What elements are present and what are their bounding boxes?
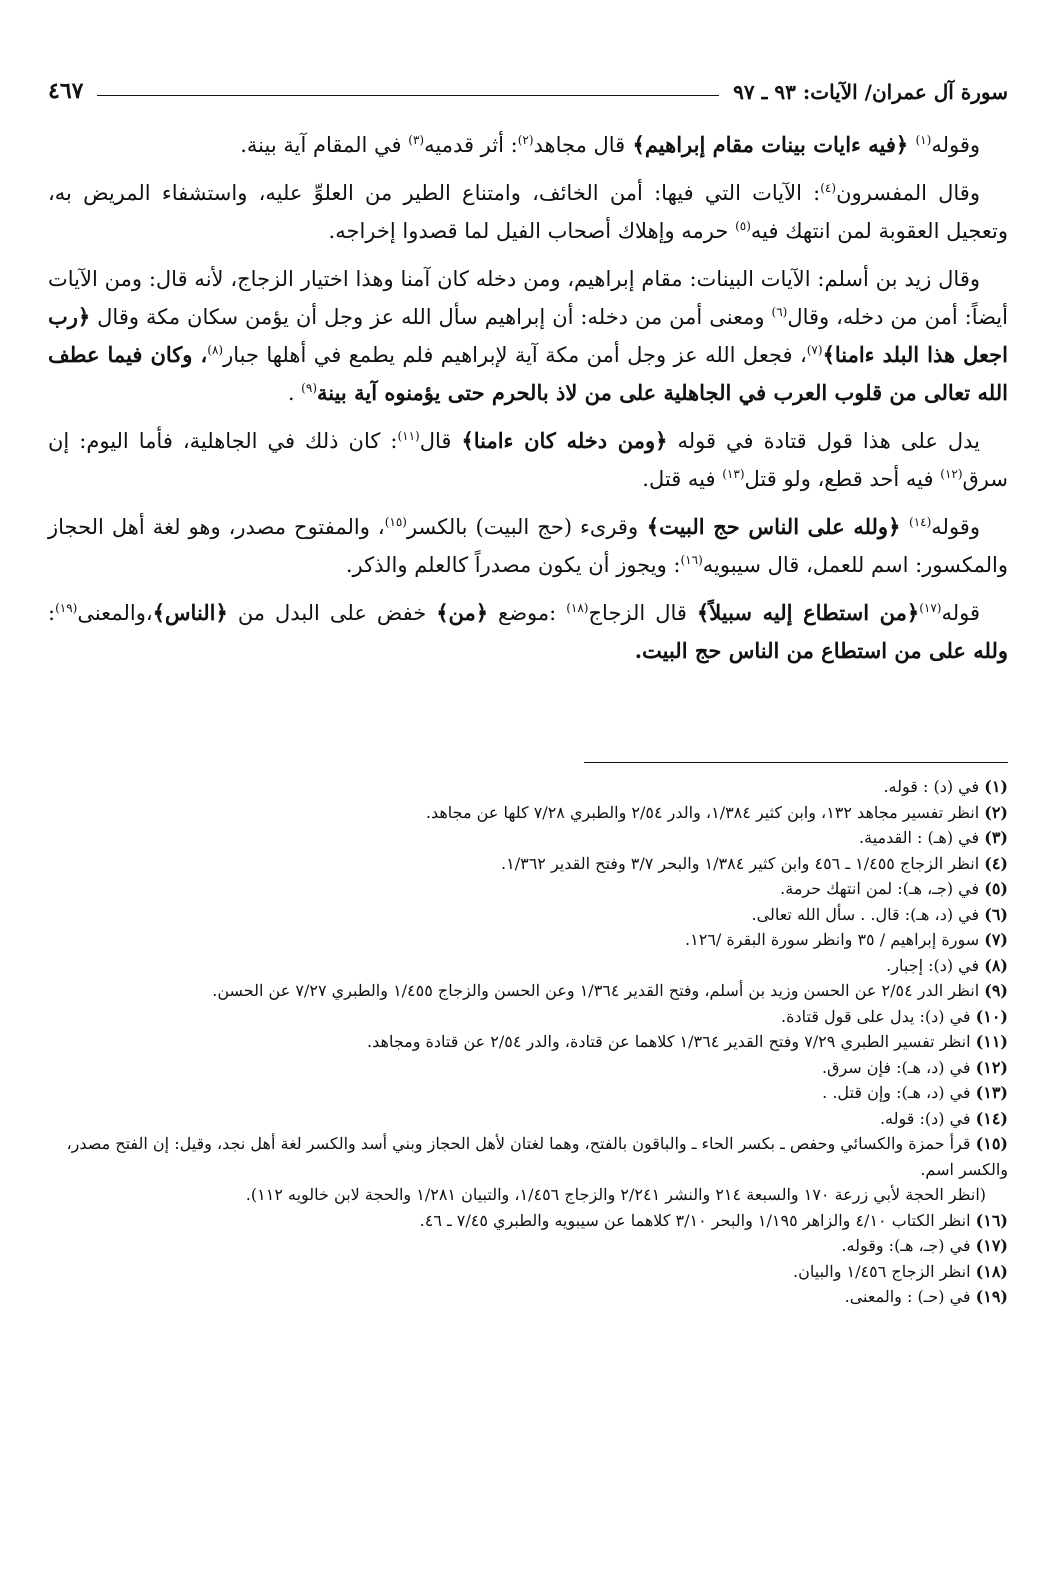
footnote-text: في (د، هـ): فإن سرق. (821, 1057, 976, 1077)
footnote-number: (١٨) (975, 1261, 1008, 1281)
footnote-number: (١٧) (975, 1236, 1008, 1255)
text-run: : الآيات التي فيها: أمن الخائف، وامتناع الطير من العلوِّ عليه، واستشفاء المريض به، وتعجيل العقوبة لمن انتهك فيه (48, 181, 1008, 243)
footnote (48, 1029, 1008, 1055)
paragraph-1 (48, 126, 1008, 164)
text-run: وقوله (931, 133, 980, 157)
footnote (48, 927, 1008, 953)
text-run: خفض على البدل من (227, 601, 437, 625)
footnote-ref[interactable]: (١) (915, 133, 932, 147)
footnote-text: انظر تفسير مجاهد ١٣٢، وابن كثير ١/٣٨٤، والدر ٢/٥٤ والطبري ٧/٢٨ كلها عن مجاهد. (425, 802, 985, 822)
footnote-text: (انظر الحجة لأبي زرعة ١٧٠ والسبعة ٢١٤ والنشر ٢/٢٤١ والزجاج ١/٤٥٦، والتبيان ١/٢٨١ والحجة لابن خالويه ١١٢). (245, 1185, 986, 1204)
text-run: ، وكان فيما عطف الله تعالى من قلوب العرب في الجاهلية على من لاذ بالحرم حتى يؤمنوه آية بينة (48, 342, 1008, 405)
footnote-text: في (د): قوله. (879, 1108, 976, 1128)
footnote (48, 902, 1008, 928)
footnote-number: (٤) (984, 853, 1008, 873)
text-run: : كان ذلك في الجاهلية، فأما اليوم: إن سرق (48, 429, 1008, 491)
text-run: فيه قتل. (642, 467, 723, 491)
footnote-number: (١٠) (975, 1006, 1008, 1026)
quran-quote: ﴿فيه ءايات بينات مقام إبراهيم﴾ (625, 132, 916, 157)
footnote (48, 1055, 1008, 1081)
footnotes (48, 774, 1008, 1310)
quran-quote: ﴿الناس﴾ (152, 600, 228, 625)
footnote (48, 1284, 1008, 1310)
footnote-number: (٧) (984, 930, 1008, 949)
footnote-number: (٩) (984, 981, 1008, 1000)
text-run: :موضع (488, 601, 567, 625)
footnote-ref[interactable]: (٤) (820, 181, 837, 195)
footnote-number: (١٩) (975, 1287, 1008, 1306)
footnote-text: في (د، هـ): وإن قتل. . (822, 1083, 976, 1102)
quran-quote: ﴿من استطاع إليه سبيلاً﴾ (696, 600, 920, 625)
footnote-number: (٦) (984, 904, 1008, 924)
footnote-number: (١٢) (975, 1057, 1008, 1077)
footnote-ref[interactable]: (١٩) (55, 601, 78, 615)
footnote-ref[interactable]: (٧) (806, 343, 823, 357)
footnote (48, 953, 1008, 979)
footnote-text: سورة إبراهيم / ٣٥ وانظر سورة البقرة /١٢٦. (685, 930, 985, 949)
running-header (48, 68, 1008, 104)
text-run: ومعنى أمن من دخله: أن إبراهيم سأل الله عز وجل أن يؤمن سكان مكة وقال (90, 305, 772, 329)
text-run: : (48, 601, 56, 625)
footnote (48, 1208, 1008, 1234)
text-run: قوله (941, 601, 981, 625)
footnote (48, 876, 1008, 902)
footnote-ref[interactable]: (١٨) (566, 601, 589, 615)
footnote (48, 978, 1008, 1004)
footnote-text: في (حـ) : والمعنى. (844, 1287, 976, 1306)
footnote-ref[interactable]: (٣) (408, 133, 425, 147)
footnote (48, 1131, 1008, 1182)
footnote-number: (٨) (984, 955, 1008, 975)
text-run: وقرىء (حج البيت) بالكسر (406, 515, 639, 539)
footnote (48, 774, 1008, 800)
footnote-number: (١٤) (975, 1108, 1008, 1128)
footnote-text: في (د، هـ): قال. . سأل الله تعالى. (751, 904, 985, 924)
paragraph-3 (48, 260, 1008, 412)
text-run: ، والمفتوح مصدر، وهو لغة أهل الحجاز والمكسور: اسم للعمل، قال سيبويه (48, 515, 1008, 577)
footnote-ref[interactable]: (١٧) (919, 601, 942, 615)
quran-quote: ﴿من﴾ (436, 600, 489, 625)
text-run: وقال المفسرون (836, 181, 980, 205)
text-run: وقوله (931, 515, 980, 539)
footnote-number: (٣) (984, 828, 1008, 847)
footnote-ref[interactable]: (١٢) (940, 467, 963, 481)
footnote-ref[interactable]: (٩) (301, 381, 317, 395)
page-number: ٤٦٧ (48, 78, 84, 104)
footnote-text: في (د) : قوله. (883, 777, 985, 796)
footnote-ref[interactable]: (٥) (735, 219, 751, 233)
footnote-text: في (هـ) : القدمية. (859, 828, 985, 847)
text-run: في المقام آية بينة. (240, 133, 409, 157)
text-run: قال الزجاج (588, 601, 697, 625)
text-run: حرمه وإهلاك أصحاب الفيل لما قصدوا إخراجه. (328, 219, 736, 243)
footnote-text: قرأ حمزة والكسائي وحفص ـ بكسر الحاء ـ والباقون بالفتح، وهما لغتان لأهل الحجاز وبني أسد والكسر لغة أهل نجد، وقيل: إن الفتح مصدر، والكسر اسم. (66, 1134, 1008, 1179)
footnote (48, 1080, 1008, 1106)
footnote-text: انظر الزجاج ١/٤٥٥ ـ ٤٥٦ وابن كثير ١/٣٨٤ والبحر ٣/٧ وفتح القدير ١/٣٦٢. (501, 853, 985, 873)
footnote-ref[interactable]: (١٣) (722, 467, 745, 481)
text-run: قال (419, 429, 462, 453)
main-text (48, 126, 1008, 680)
text-run: قال مجاهد (533, 133, 626, 157)
footnote-number: (١٣) (975, 1083, 1008, 1102)
text-run: وقال زيد بن أسلم: الآيات البينات: مقام إبراهيم، ومن دخله كان آمنا وهذا اختيار الزجاج، لأنه قال: ومن الآيات أيضاً: أمن من دخله، وقال (48, 267, 1008, 329)
text-run: : أثر قدميه (424, 133, 518, 157)
footnote-text: في (جـ، هـ): لمن انتهك حرمة. (780, 879, 985, 898)
footnote-text: انظر الزجاج ١/٤٥٦ والبيان. (793, 1261, 976, 1281)
footnote-number: (٥) (984, 879, 1008, 898)
quran-quote: ﴿ومن دخله كان ءامنا﴾ (461, 428, 668, 453)
footnote-number: (١٦) (975, 1210, 1008, 1230)
footnote (48, 1182, 1008, 1208)
running-title: سورة آل عمران/ الآيات: ٩٣ ـ ٩٧ (733, 80, 1008, 104)
footnote-ref[interactable]: (٨) (207, 343, 224, 357)
footnote-ref[interactable]: (١٥) (384, 515, 407, 529)
footnote-number: (١) (984, 777, 1008, 796)
footnote-number: (١٥) (975, 1134, 1008, 1153)
header-rule (97, 95, 719, 96)
page (40, 60, 1016, 1560)
paragraph-2 (48, 174, 1008, 250)
footnote (48, 851, 1008, 877)
text-run: يدل على هذا قول قتادة في قوله (667, 429, 980, 453)
footnote-number: (١١) (975, 1032, 1008, 1051)
footnote-text: في (جـ، هـ): وقوله. (841, 1236, 976, 1255)
footnote-text: انظر الدر ٢/٥٤ عن الحسن وزيد بن أسلم، وفتح القدير ١/٣٦٤ وعن الحسن والزجاج ١/٤٥٥ والطبري ٧/٢٧ عن الحسن. (212, 981, 985, 1000)
footnote-text: انظر تفسير الطبري ٧/٢٩ وفتح القدير ١/٣٦٤ كلاهما عن قتادة، والدر ٢/٥٤ عن قتادة ومجاهد. (367, 1032, 976, 1051)
text-run: ولله على من استطاع من الناس حج البيت. (634, 638, 1008, 663)
footnote-number: (٢) (984, 802, 1008, 822)
footnote-separator (584, 762, 1008, 763)
text-run: ،والمعنى (77, 601, 153, 625)
paragraph-6 (48, 594, 1008, 670)
quran-quote: ﴿ولله على الناس حج البيت﴾ (638, 514, 910, 539)
footnote (48, 1233, 1008, 1259)
text-run: . (287, 381, 302, 405)
footnote-ref[interactable]: (٦) (771, 305, 788, 319)
footnote (48, 825, 1008, 851)
footnote (48, 1004, 1008, 1030)
paragraph-5 (48, 508, 1008, 584)
text-run: ، فجعل الله عز وجل أمن مكة آية لإبراهيم فلم يطمع في أهلها جبار (223, 343, 807, 367)
text-run: : ويجوز أن يكون مصدراً كالعلم والذكر. (345, 553, 681, 577)
footnote (48, 800, 1008, 826)
footnote-ref[interactable]: (١٦) (680, 553, 703, 567)
text-run: فيه أحد قطع، ولو قتل (744, 467, 941, 491)
paragraph-4 (48, 422, 1008, 498)
footnote-ref[interactable]: (١٤) (909, 515, 932, 529)
footnote-text: انظر الكتاب ٤/١٠ والزاهر ١/١٩٥ والبحر ٣/١٠ كلاهما عن سيبويه والطبري ٧/٤٥ ـ ٤٦. (419, 1210, 976, 1230)
footnote (48, 1259, 1008, 1285)
quran-quote: ﴿رب اجعل هذا البلد ءامنا﴾ (48, 304, 1008, 367)
footnote-ref[interactable]: (١١) (397, 429, 420, 443)
footnote-text: في (د): إجبار. (886, 955, 985, 975)
footnote-text: في (د): يدل على قول قتادة. (781, 1006, 976, 1026)
footnote (48, 1106, 1008, 1132)
footnote-ref[interactable]: (٢) (517, 133, 534, 147)
